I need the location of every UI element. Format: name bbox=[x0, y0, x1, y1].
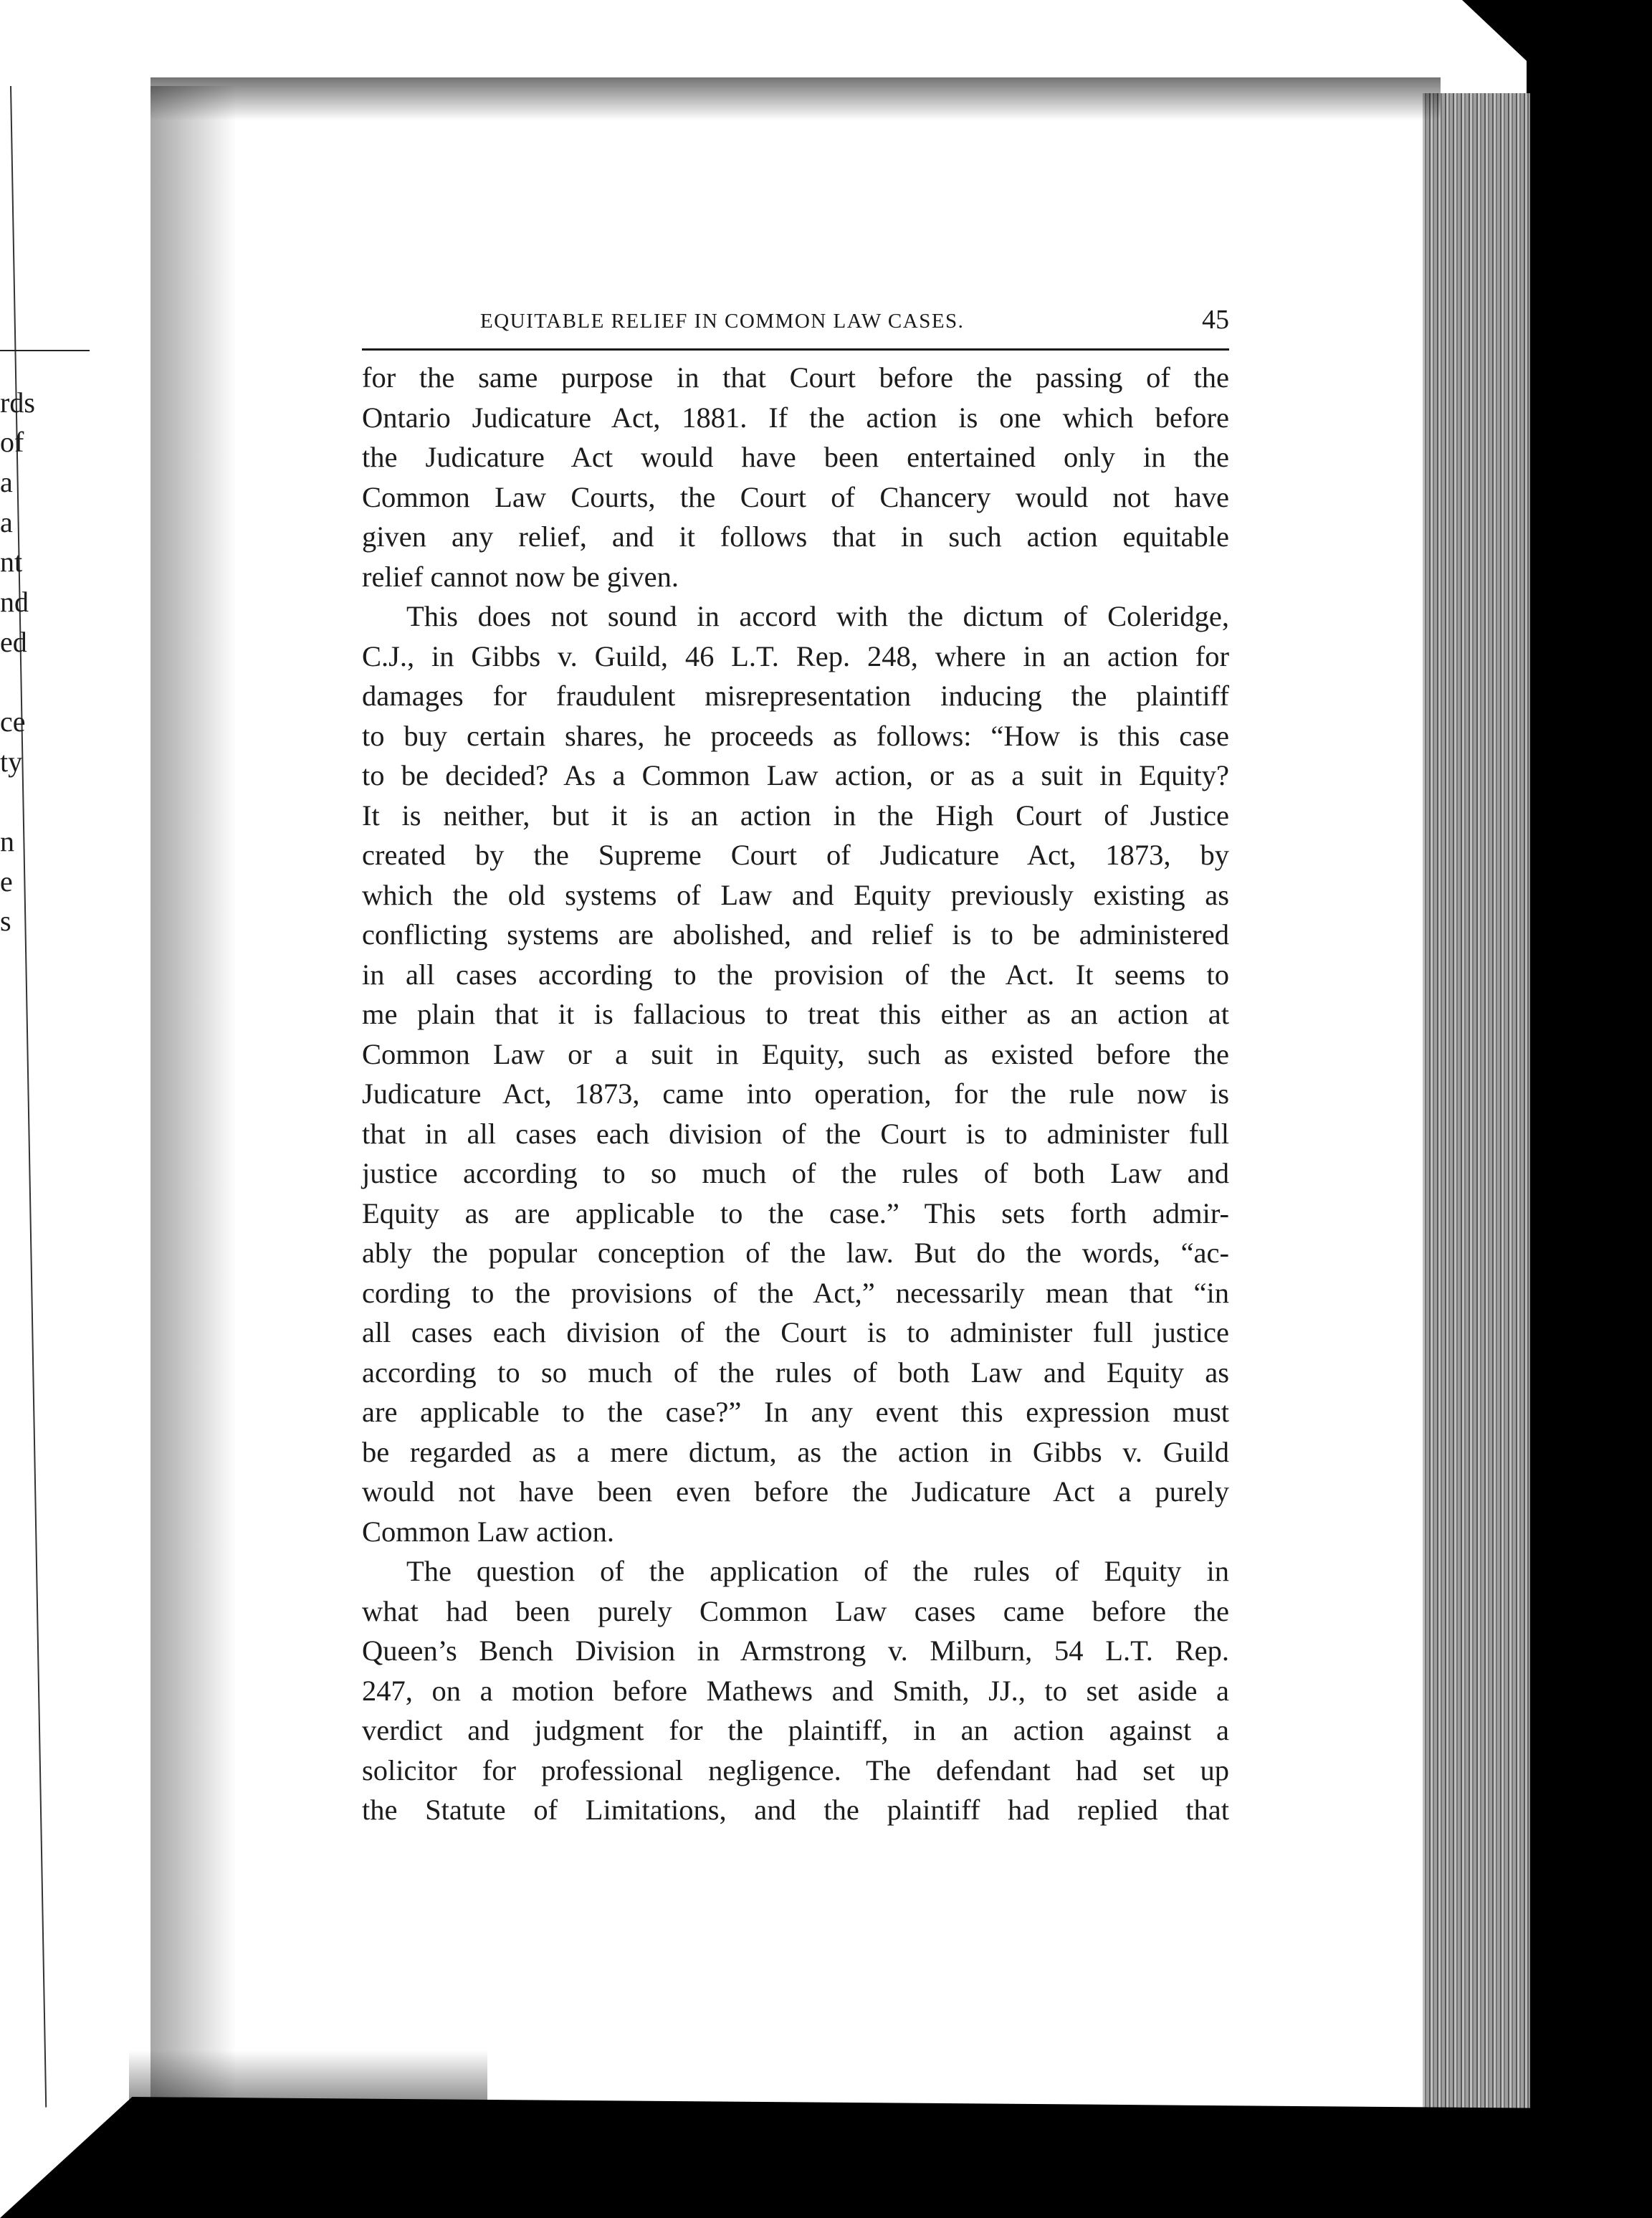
text-line: Common Law Courts, the Court of Chancery would not have bbox=[362, 480, 1229, 513]
page-shadow-top bbox=[151, 77, 1441, 120]
page-fore-edge bbox=[1423, 93, 1530, 2143]
text-line: verdict and judgment for the plaintiff, in an action against a bbox=[362, 1714, 1229, 1746]
text-line: Judicature Act, 1873, came into operation, for the rule now is bbox=[362, 1077, 1229, 1110]
text-line: all cases each division of the Court is to administer full justice bbox=[362, 1316, 1229, 1348]
page-number: 45 bbox=[1202, 305, 1229, 335]
text-line: to be decided? As a Common Law action, or as a suit in Equity? bbox=[362, 759, 1229, 791]
text-line: solicitor for professional negligence. The defendant had set up bbox=[362, 1753, 1229, 1786]
text-line: C.J., in Gibbs v. Guild, 46 L.T. Rep. 248, where in an action for bbox=[362, 639, 1229, 672]
scan-border-right bbox=[1527, 0, 1652, 2218]
text-line: created by the Supreme Court of Judicature Act, 1873, by bbox=[362, 839, 1229, 871]
text-line: Ontario Judicature Act, 1881. If the action is one which before bbox=[362, 401, 1229, 434]
previous-page-fragment: ty bbox=[0, 746, 23, 778]
previous-page-fragment: s bbox=[0, 905, 11, 937]
previous-page-fragment: a bbox=[0, 466, 13, 498]
text-line: according to so much of the rules of both Law and Equity as bbox=[362, 1356, 1229, 1389]
text-line: to buy certain shares, he proceeds as follows: “How is this case bbox=[362, 719, 1229, 752]
previous-page-fragment: ce bbox=[0, 705, 26, 738]
text-line: Common Law or a suit in Equity, such as existed before the bbox=[362, 1037, 1229, 1070]
text-line: 247, on a motion before Mathews and Smith, JJ., to set aside a bbox=[362, 1674, 1229, 1707]
text-line: relief cannot now be given. bbox=[362, 560, 679, 593]
paragraph bbox=[362, 596, 1229, 1551]
running-title: EQUITABLE RELIEF IN COMMON LAW CASES. bbox=[480, 310, 965, 333]
text-line: Common Law action. bbox=[362, 1515, 615, 1548]
text-line: The question of the application of the rules of Equity in bbox=[406, 1555, 1229, 1587]
previous-page-fragment: of bbox=[0, 426, 24, 458]
previous-page-fragment: a bbox=[0, 506, 13, 538]
paragraph bbox=[362, 1551, 1229, 1830]
previous-page-edge bbox=[0, 86, 161, 2108]
text-line: conflicting systems are abolished, and relief is to be administered bbox=[362, 918, 1229, 951]
paragraph bbox=[362, 358, 1229, 596]
text-line: are applicable to the case?” In any event this expression must bbox=[362, 1396, 1229, 1428]
text-line: the Judicature Act would have been entertained only in the bbox=[362, 441, 1229, 473]
header-rule bbox=[362, 348, 1229, 351]
text-line: It is neither, but it is an action in the High Court of Justice bbox=[362, 799, 1229, 832]
scan-border-bottom bbox=[0, 2097, 1652, 2218]
running-header bbox=[362, 305, 1229, 347]
previous-page-fragment: nd bbox=[0, 586, 29, 618]
previous-page-fragment: nt bbox=[0, 546, 23, 578]
text-line: justice according to so much of the rules of both Law and bbox=[362, 1157, 1229, 1189]
previous-page-fragment: rds bbox=[0, 386, 35, 419]
text-line: for the same purpose in that Court before the passing of the bbox=[362, 361, 1229, 394]
text-line: Equity as are applicable to the case.” This sets forth admir- bbox=[362, 1196, 1229, 1229]
text-line: given any relief, and it follows that in such action equitable bbox=[362, 520, 1229, 553]
text-line: This does not sound in accord with the dictum of Coleridge, bbox=[406, 600, 1229, 632]
gutter-shadow bbox=[151, 86, 237, 2108]
text-line: damages for fraudulent misrepresentation inducing the plaintiff bbox=[362, 680, 1229, 712]
previous-page-fragment: e bbox=[0, 865, 13, 898]
text-line: cording to the provisions of the Act,” necessarily mean that “in bbox=[362, 1276, 1229, 1309]
text-line: what had been purely Common Law cases came before the bbox=[362, 1594, 1229, 1627]
text-line: which the old systems of Law and Equity previously existing as bbox=[362, 878, 1229, 911]
text-line: me plain that it is fallacious to treat this either as an action at bbox=[362, 998, 1229, 1030]
text-line: that in all cases each division of the Court is to administer full bbox=[362, 1117, 1229, 1150]
page-shadow-bottom bbox=[129, 2050, 487, 2115]
text-line: in all cases according to the provision of the Act. It seems to bbox=[362, 958, 1229, 991]
previous-page-fragment: ed bbox=[0, 626, 27, 658]
previous-page-rule bbox=[0, 350, 90, 351]
text-line: the Statute of Limitations, and the plaintiff had replied that bbox=[362, 1794, 1229, 1826]
text-line: ably the popular conception of the law. But do the words, “ac- bbox=[362, 1237, 1229, 1269]
book-page bbox=[362, 305, 1229, 1830]
text-line: Queen’s Bench Division in Armstrong v. Milburn, 54 L.T. Rep. bbox=[362, 1634, 1229, 1667]
text-line: would not have been even before the Judicature Act a purely bbox=[362, 1475, 1229, 1508]
previous-page-fragment: n bbox=[0, 825, 14, 857]
text-line: be regarded as a mere dictum, as the action in Gibbs v. Guild bbox=[362, 1435, 1229, 1468]
